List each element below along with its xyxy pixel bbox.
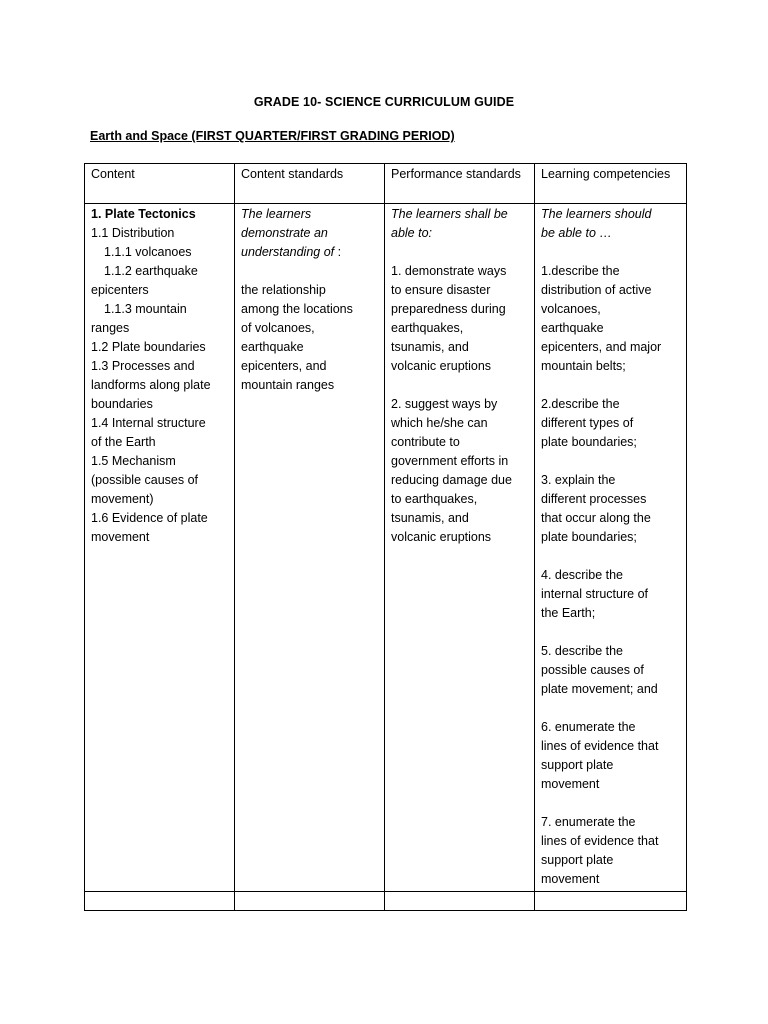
ps-item1-line: volcanic eruptions bbox=[391, 359, 492, 373]
ps-item2-line: which he/she can bbox=[391, 416, 488, 430]
table-row bbox=[85, 204, 687, 892]
table-header-row bbox=[85, 164, 687, 204]
spacer bbox=[541, 547, 681, 566]
lc-item5-line: possible causes of bbox=[541, 663, 644, 677]
content-item: movement bbox=[91, 530, 150, 544]
cs-intro-last-line bbox=[241, 243, 379, 262]
lc-item1-line: mountain belts; bbox=[541, 359, 626, 373]
learning-competencies-cell bbox=[535, 204, 687, 892]
ps-item2-line: government efforts in bbox=[391, 454, 509, 468]
lc-item1-line: 1.describe the bbox=[541, 264, 620, 278]
content-item: ranges bbox=[91, 321, 130, 335]
lc-intro-line: The learners should bbox=[541, 207, 652, 221]
lc-item1-line: earthquake bbox=[541, 321, 604, 335]
spacer bbox=[541, 452, 681, 471]
lc-item7-line: lines of evidence that bbox=[541, 834, 659, 848]
ps-item2-line: volcanic eruptions bbox=[391, 530, 492, 544]
lc-intro-line: be able to … bbox=[541, 226, 612, 240]
ps-intro-line: The learners shall be bbox=[391, 207, 508, 221]
ps-intro-line: able to: bbox=[391, 226, 433, 240]
ps-item1-line: earthquakes, bbox=[391, 321, 464, 335]
table-empty-row bbox=[85, 892, 687, 911]
spacer bbox=[541, 376, 681, 395]
lc-item6-line: movement bbox=[541, 777, 600, 791]
content-item: 1.6 Evidence of plate bbox=[91, 511, 208, 525]
content-item: 1.1.2 earthquake bbox=[104, 264, 198, 278]
document-title: GRADE 10- SCIENCE CURRICULUM GUIDE bbox=[253, 95, 515, 109]
spacer bbox=[541, 243, 681, 262]
content-item: 1.3 Processes and bbox=[91, 359, 195, 373]
ps-item2-line: 2. suggest ways by bbox=[391, 397, 498, 411]
header-content-standards: Content standards bbox=[235, 164, 385, 204]
cs-body-line: mountain ranges bbox=[241, 378, 335, 392]
ps-item2-line: to earthquakes, bbox=[391, 492, 478, 506]
lc-item1-line: volcanoes, bbox=[541, 302, 601, 316]
content-item: 1.1.1 volcanoes bbox=[104, 245, 192, 259]
content-cell bbox=[85, 204, 235, 892]
ps-item2-line: contribute to bbox=[391, 435, 460, 449]
header-learning-competencies: Learning competencies bbox=[535, 164, 687, 204]
lc-item2-line: plate boundaries; bbox=[541, 435, 637, 449]
spacer bbox=[391, 243, 529, 262]
lc-item7-line: 7. enumerate the bbox=[541, 815, 636, 829]
empty-cell bbox=[535, 892, 687, 911]
ps-item1-line: to ensure disaster bbox=[391, 283, 491, 297]
spacer bbox=[541, 699, 681, 718]
lc-item3-line: that occur along the bbox=[541, 511, 651, 525]
lc-item4-line: the Earth; bbox=[541, 606, 596, 620]
lc-item5-line: plate movement; and bbox=[541, 682, 658, 696]
content-item: (possible causes of bbox=[91, 473, 199, 487]
lc-item6-line: support plate bbox=[541, 758, 614, 772]
spacer bbox=[541, 623, 681, 642]
curriculum-table bbox=[84, 163, 687, 911]
content-item: 1.2 Plate boundaries bbox=[91, 340, 206, 354]
lc-item6-line: 6. enumerate the bbox=[541, 720, 636, 734]
cs-body-line: of volcanoes, bbox=[241, 321, 315, 335]
cs-body-line: epicenters, and bbox=[241, 359, 327, 373]
empty-cell bbox=[85, 892, 235, 911]
cs-body-line: the relationship bbox=[241, 283, 326, 297]
lc-item5-line: 5. describe the bbox=[541, 644, 623, 658]
lc-item3-line: 3. explain the bbox=[541, 473, 616, 487]
lc-item7-line: movement bbox=[541, 872, 600, 886]
cs-intro-colon: : bbox=[334, 245, 342, 259]
empty-cell bbox=[235, 892, 385, 911]
spacer bbox=[391, 376, 529, 395]
content-item: 1.5 Mechanism bbox=[91, 454, 176, 468]
cs-body-line: among the locations bbox=[241, 302, 353, 316]
lc-item4-line: internal structure of bbox=[541, 587, 648, 601]
lc-item4-line: 4. describe the bbox=[541, 568, 623, 582]
ps-item2-line: tsunamis, and bbox=[391, 511, 469, 525]
section-heading: Earth and Space (FIRST QUARTER/FIRST GRADING PERIOD) bbox=[90, 129, 455, 143]
header-performance-standards: Performance standards bbox=[385, 164, 535, 204]
lc-item6-line: lines of evidence that bbox=[541, 739, 659, 753]
content-item: 1.4 Internal structure bbox=[91, 416, 206, 430]
lc-item2-line: different types of bbox=[541, 416, 634, 430]
cs-body-line: earthquake bbox=[241, 340, 304, 354]
lc-item1-line: distribution of active bbox=[541, 283, 652, 297]
content-topic: 1. Plate Tectonics bbox=[91, 207, 196, 221]
cs-intro-text: understanding of bbox=[241, 245, 335, 259]
lc-item1-line: epicenters, and major bbox=[541, 340, 662, 354]
content-item: landforms along plate bbox=[91, 378, 211, 392]
spacer bbox=[541, 794, 681, 813]
lc-item7-line: support plate bbox=[541, 853, 614, 867]
lc-item3-line: different processes bbox=[541, 492, 647, 506]
cs-intro-line: The learners bbox=[241, 207, 312, 221]
spacer bbox=[241, 262, 379, 281]
performance-standards-cell bbox=[385, 204, 535, 892]
content-item: of the Earth bbox=[91, 435, 156, 449]
ps-item1-line: preparedness during bbox=[391, 302, 506, 316]
content-item: 1.1 Distribution bbox=[91, 226, 175, 240]
ps-item1-line: tsunamis, and bbox=[391, 340, 469, 354]
lc-item3-line: plate boundaries; bbox=[541, 530, 637, 544]
lc-item2-line: 2.describe the bbox=[541, 397, 620, 411]
ps-item2-line: reducing damage due bbox=[391, 473, 512, 487]
content-item: boundaries bbox=[91, 397, 153, 411]
content-standards-cell bbox=[235, 204, 385, 892]
content-item: epicenters bbox=[91, 283, 149, 297]
content-item: movement) bbox=[91, 492, 154, 506]
ps-item1-line: 1. demonstrate ways bbox=[391, 264, 507, 278]
cs-intro-line: demonstrate an bbox=[241, 226, 328, 240]
content-item: 1.1.3 mountain bbox=[104, 302, 187, 316]
empty-cell bbox=[385, 892, 535, 911]
header-content: Content bbox=[85, 164, 235, 204]
